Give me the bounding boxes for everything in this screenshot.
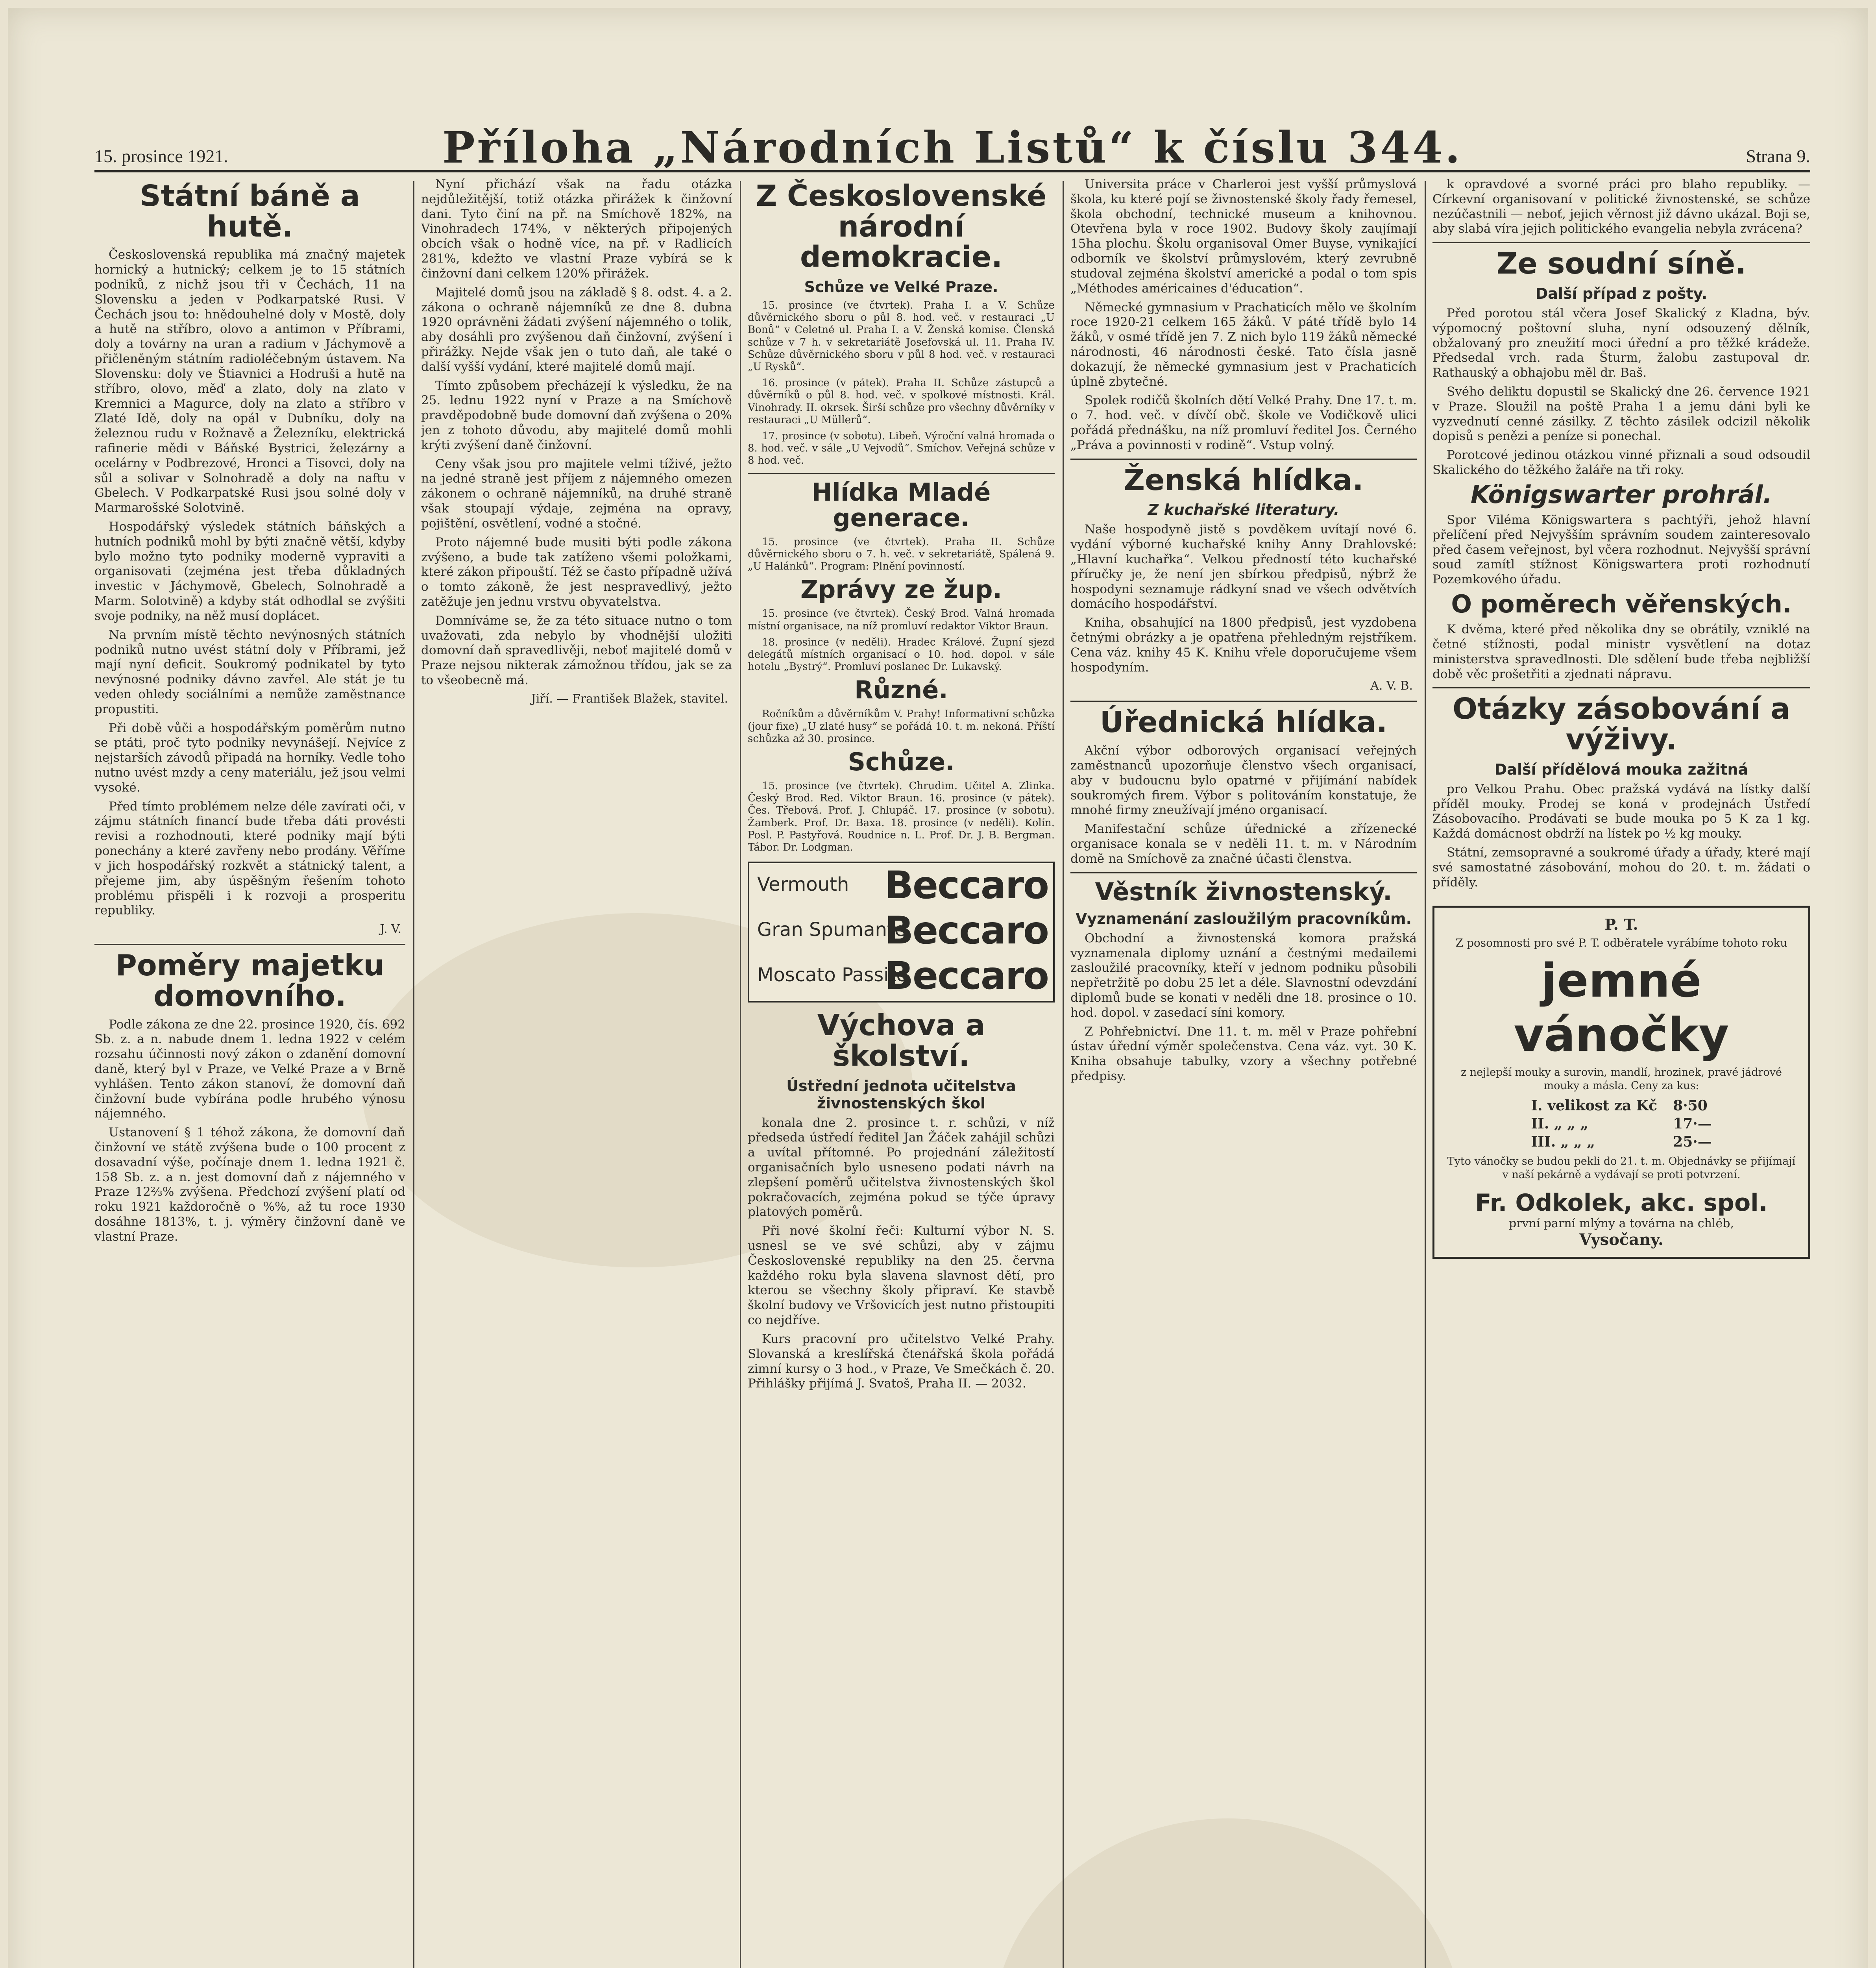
supplement-title: Příloha „Národních Listů“ k číslu 344. xyxy=(442,122,1463,173)
notice-paragraph: 17. prosince (v sobotu). Libeň. Výroční valná hromada o 8. hod. več. v sále „U Vejvodů“. Smíchov. Veřejná schůze v 8 hod. več. xyxy=(748,430,1055,467)
article-paragraph: Porotcové jedinou otázkou vinné přiznali a soud odsoudil Skalického do těžkého žaláře na tři roky. xyxy=(1432,448,1810,477)
ad-company-desc: první parní mlýny a továrna na chléb, xyxy=(1508,1217,1734,1231)
newspaper-page xyxy=(8,8,1868,1968)
section-subtitle: Vyznamenání zasloužilým pracovníkům. xyxy=(1075,910,1412,927)
price-size: III. „ „ „ xyxy=(1531,1133,1595,1150)
section-divider xyxy=(94,944,405,945)
article-title: Poměry majetku domovního. xyxy=(115,949,384,1013)
article-paragraph: Na prvním místě těchto nevýnosných státních podniků nutno uvést státní doly v Příbrami, jež mají nyní deficit. Soukromý podnikatel by tyto nevýnosné podniky dávno zavřel. Ale stát je tu veden ohledy sociálními a nemůže zaměstnance propustiti. xyxy=(94,627,405,716)
section-divider xyxy=(1070,872,1417,873)
column-2 xyxy=(421,177,732,1968)
ad-brand: Beccaro xyxy=(884,863,1048,908)
article-signature: J. V. xyxy=(380,922,401,936)
article-paragraph: Před porotou stál včera Josef Skalický z Kladna, býv. výpomocný poštovní sluha, nyní odsouzený dělník, obžalovaný pro zneužití moci úřední a pro těžké krádeže. Předsedal vrch. rada Šturm, žalobu zastupoval dr. Rathauský a obhajobu měl dr. Baš. xyxy=(1432,306,1810,380)
article-paragraph: Kurs pracovní pro učitelstvo Velké Prahy. Slovanská a kreslířská čtenářská škola pořádá zimní kursy o 3 hod., v Praze, Ve Smečkách č. 20. Přihlášky přijímá J. Svatoš, Praha II. — 2032. xyxy=(748,1332,1055,1391)
notice-paragraph: 18. prosince (v neděli). Hradec Králové. Župní sjezd delegátů místních organisací o 10. hod. dopol. v sále hotelu „Bystrý“. Promluví poslanec Dr. Lukavský. xyxy=(748,636,1055,673)
article-paragraph: Československá republika má značný majetek hornický a hutnický; celkem je to 15 státních podniků, z nichž jsou tři v Čechách, 11 na Slovensku a jeden v Podkarpatské Rusi. V Čechách jsou to: hnědouhelné doly v Mostě, doly a hutě na stříbro, olovo a antimon v Příbrami, doly a továrny na uran a radium v Jáchymově a přičleněným státním radioléčebným ústavem. Na Slovensku: doly ve Štiavnici a Hodruši a hutě na stříbro, olovo, měď a zlato, doly na zlato v Kremnici a Magurce, doly na zlato a stříbro v Zlaté Idě, doly na opál v Dubníku, doly na železnou rudu v Rožnavě a Železníku, elektrická rafinerie mědi v Báňské Bystrici, železárny a ocelárny v Podbrezové, Hronci a Tisovci, doly na sůl a solivar v Solnohradě a doly na naftu v Gbelech. V Podkarpatské Rusi jsou solné doly v Marmarošské Solotvině. xyxy=(94,248,405,515)
price-size: I. velikost za Kč xyxy=(1531,1097,1658,1114)
notice-paragraph: 15. prosince (ve čtvrtek). Český Brod. Valná hromada místní organisace, na níž promluví redaktor Viktor Braun. xyxy=(748,608,1055,632)
section-title: Z Československé národní demokracie. xyxy=(756,179,1047,274)
article-paragraph: Spolek rodičů školních dětí Velké Prahy. Dne 17. t. m. o 7. hod. več. v dívčí obč. škole ve Vodičkově ulici pořádá přednášku, na níž promluví ředitel Jos. Černého „Práva a povinnosti v rodině“. Vstup volný. xyxy=(1070,393,1417,452)
column-3 xyxy=(748,177,1055,1968)
article-paragraph: Universita práce v Charleroi jest vyšší průmyslová škola, ku které pojí se živnostenské školy řady řemesel, škola obchodní, technické museum a knihovnou. Otevřena byla v roce 1902. Budovy školy zaujímají 15ha plochu. Školu organisoval Omer Buyse, vynikající odborník ve školství průmyslovém, který zevrubně studoval zejména školství americké a podal o tom spis „Méthodes américaines d'éducation“. xyxy=(1070,177,1417,296)
column-1 xyxy=(94,177,405,1968)
price-row xyxy=(1523,1115,1720,1133)
section-subtitle: Další případ z pošty. xyxy=(1535,285,1708,302)
notice-paragraph: Ročníkům a důvěrníkům V. Prahy! Informativní schůzka (jour fixe) „U zlaté husy“ se pořádá 10. t. m. nekoná. Příští schůzka až 30. prosince. xyxy=(748,708,1055,745)
article-paragraph: Akční výbor odborových organisací veřejných zaměstnanců upozorňuje členstvo všech organisací, aby v budoucnu bylo opatrné v přijímání nabídek soukromých firem. Výbor s politováním konstatuje, že mnohé firmy zneužívají jméno organisací. xyxy=(1070,744,1417,818)
article-paragraph: Kniha, obsahující na 1800 předpisů, jest vyzdobena četnými obrázky a je opatřena přehledným rejstříkem. Cena váz. knihy 45 K. Knihu vřele doporučujeme všem hospodyním. xyxy=(1070,616,1417,675)
article-paragraph: Státní, zemsopravné a soukromé úřady a úřady, které mají své samostatné zásobování, mohou do 20. t. m. žádati o příděly. xyxy=(1432,845,1810,890)
ad-brand: Beccaro xyxy=(884,954,1048,998)
page-header xyxy=(94,122,1810,173)
ad-headline: jemné vánočky xyxy=(1514,953,1729,1062)
vanocky-advertisement xyxy=(1432,906,1810,1259)
ad-description: z nejlepší mouky a surovin, mandlí, hrozinek, pravé jádrové mouky a másla. Ceny za kus: xyxy=(1461,1066,1782,1092)
section-title: Königswarter prohrál. xyxy=(1470,480,1772,509)
ad-intro: Z posomnosti pro své P. T. odběratele vyrábíme tohoto roku xyxy=(1455,936,1787,950)
article-paragraph: Hospodářský výsledek státních báňských a hutních podniků mohl by býti značně větší, kdyby bylo možno tyto podniky moderně vypraviti a organisovati (zejména jest třeba důkladných investic v Jáchymově, Gbelech, Solnohradě a Marm. Solotvině) a kdyby stát odhodlal se zvýšiti svoje podniky, na něž musí doplácet. xyxy=(94,520,405,623)
section-subtitle: Další přídělová mouka zažitná xyxy=(1494,760,1748,778)
section-title: Schůze. xyxy=(848,747,955,776)
section-divider xyxy=(1432,687,1810,688)
section-title: O poměrech věřenských. xyxy=(1451,590,1792,619)
section-divider xyxy=(1070,701,1417,702)
section-title: Hlídka Mladé generace. xyxy=(811,477,991,532)
ad-note: Tyto vánočky se budou pekli do 21. t. m. Objednávky se přijímají v naší pekárně a vydávají se proti potvrzení. xyxy=(1447,1155,1796,1181)
article-title: Státní báně a hutě. xyxy=(140,179,360,244)
article-paragraph: konala dne 2. prosince t. r. schůzi, v níž předseda ústředí ředitel Jan Žáček zahájil schůzi a uvítal přítomné. Po projednání záležitostí organisačních bylo usneseno podati návrh na zlepšení poměrů učitelstva živnostenských škol pokračovacích, zejména pokud se týče úpravy platových poměrů. xyxy=(748,1115,1055,1219)
price-table xyxy=(1523,1097,1720,1151)
section-subtitle: Ústřední jednota učitelstva živnostenských škol xyxy=(786,1077,1016,1112)
article-paragraph: Ceny však jsou pro majitele velmi tíživé, ježto na jedné straně jest příjem z nájemného omezen zákonem o ochraně nájemníků, na druhé straně však stoupají výdaje, zejména na opravy, pojištění, osvětlení, vodné a stočné. xyxy=(421,457,732,531)
article-paragraph: Proto nájemné bude musiti býti podle zákona zvýšeno, a bude tak zatíženo všemi položkami, které zákon připouští. Též se často případně užívá o tomto zákoně, že jest nespravedlivý, ježto zatěžuje jen jednu vrstvu obyvatelstva. xyxy=(421,535,732,609)
column-divider xyxy=(1425,181,1426,1968)
section-divider xyxy=(1070,459,1417,460)
beccaro-advertisement xyxy=(748,862,1055,1002)
ad-city: Vysočany. xyxy=(1579,1230,1663,1249)
section-divider xyxy=(1432,242,1810,243)
price-value: 8·50 xyxy=(1673,1097,1708,1114)
price-row xyxy=(1523,1097,1720,1115)
price-row xyxy=(1523,1133,1720,1151)
section-title: Zprávy ze žup. xyxy=(800,575,1002,604)
column-4 xyxy=(1070,177,1417,1968)
header-rule xyxy=(94,170,1810,172)
article-paragraph: Manifestační schůze úřednické a zřízenecké organisace konala se v neděli 11. t. m. v Národním domě na Smíchově za značné účasti členstva. xyxy=(1070,822,1417,866)
section-subtitle: Z kuchařské literatury. xyxy=(1148,501,1340,519)
section-divider xyxy=(748,473,1055,474)
article-paragraph: Domníváme se, že za této situace nutno o tom uvažovati, zda nebylo by vhodnější uložiti domovní daň spravedlivěji, neboť majitelé domů v Praze nejsou nikterak zámožnou třídou, jak se za to všeobecně má. xyxy=(421,613,732,687)
section-title: Výchova a školství. xyxy=(817,1008,985,1073)
notice-paragraph: 16. prosince (v pátek). Praha II. Schůze zástupců a důvěrníků o půl 8. hod. več. v spolkové místnosti. Král. Vinohrady. II. okrsek. Širší schůze pro všechny důvěrníky v restauraci „U Müllerů“. xyxy=(748,377,1055,426)
column-5 xyxy=(1432,177,1810,1968)
article-paragraph: Nyní přichází však na řadu otázka nejdůležitější, totiž otázka přirážek k činžovní dani. Tyto činí na př. na Smíchově 182%, na Vinohradech 174%, v některých připojených obcích však o hodně více, na př. v Radlicích 281%, kdežto ve vlastní Praze vybírá se k činžovní dani celkem 120% přirážek. xyxy=(421,177,732,281)
ad-product-label: Moscato Passito xyxy=(757,964,908,986)
ad-company: Fr. Odkolek, akc. spol. xyxy=(1475,1189,1768,1217)
column-divider xyxy=(413,181,414,1968)
price-size: II. „ „ „ xyxy=(1531,1115,1589,1132)
price-value: 17·— xyxy=(1673,1115,1712,1132)
section-title: Otázky zásobování a výživy. xyxy=(1452,692,1791,757)
article-paragraph: Podle zákona ze dne 22. prosince 1920, čís. 692 Sb. z. a n. nabude dnem 1. ledna 1922 v celém rozsahu účinnosti nový zákon o zdanění domovní daně, který byl v Praze, ve Velké Praze a v Brně vyhlášen. Tento zákon stanoví, že domovní daň činžovní bude vybírána podle hrubého výnosu nájemného. xyxy=(94,1017,405,1121)
section-title: Ze soudní síně. xyxy=(1496,247,1747,281)
section-title: Úřednická hlídka. xyxy=(1100,705,1388,740)
notice-paragraph: 15. prosince (ve čtvrtek). Chrudim. Učitel A. Zlinka. Český Brod. Red. Viktor Braun. 16. prosince (v pátek). Čes. Třebová. Prof. J. Chlupáč. 17. prosince (v sobotu). Žamberk. Prof. Dr. Baxa. 18. prosince (v neděli). Kolín. Posl. P. Pastyřová. Roudnice n. L. Prof. Dr. J. B. Bergman. Tábor. Dr. Lodgman. xyxy=(748,780,1055,853)
section-title: Věstník živnostenský. xyxy=(1095,877,1392,906)
article-signature: Jiří. — František Blažek, stavitel. xyxy=(531,692,728,706)
article-paragraph: pro Velkou Prahu. Obec pražská vydává na lístky další příděl mouky. Prodej se koná v prodejnách Ústředí Zásobovacího. Prodávati se bude mouka po 5 K za 1 kg. Každá domácnost obdrží na lístek po ½ kg mouky. xyxy=(1432,782,1810,841)
article-paragraph: Naše hospodyně jistě s povděkem uvítají nové 6. vydání výborné kuchařské knihy Anny Drahlovské: „Hlavní kuchařka“. Velkou předností této kuchařské příručky je, že není jen sbírkou předpisů, nýbrž že hospodyni seznamuje rádkyní snad ve všech odvětvích domácího hospodářství. xyxy=(1070,522,1417,611)
section-subtitle: Schůze ve Velké Praze. xyxy=(804,278,998,296)
article-paragraph: Spor Viléma Königswartera s pachtýři, jehož hlavní přelíčení před Nejvyšším správním soudem zainteresovalo před časem veřejnost, byl včera rozhodnut. Nejvyšší správní soud zamítl stížnost Königswartera proti rozhodnutí Pozemkového úřadu. xyxy=(1432,512,1810,587)
ad-salutation: P. T. xyxy=(1604,916,1638,934)
price-value: 25·— xyxy=(1673,1133,1712,1150)
notice-paragraph: 15. prosince (ve čtvrtek). Praha II. Schůze důvěrnického sboru o 7. h. več. v sekretariátě, Spálená 9. „U Halánků“. Program: Plnění povinností. xyxy=(748,536,1055,573)
ad-product-label: Gran Spumante xyxy=(757,919,906,941)
section-title: Ženská hlídka. xyxy=(1124,463,1364,497)
column-divider xyxy=(1063,181,1064,1968)
article-paragraph: Z Pohřebnictví. Dne 11. t. m. měl v Praze pohřební ústav úřední výměr společenstva. Cena váz. vyt. 30 K. Kniha obsahuje tabulky, vzory a všechny potřebné předpisy. xyxy=(1070,1024,1417,1084)
article-paragraph: Při době vůči a hospodářským poměrům nutno se ptáti, proč tyto podniky nevynášejí. Nejvíce z nejstarších závodů připadá na horníky. Vedle toho nutno uvést mzdy a ceny materiálu, jež jsou velmi vysoké. xyxy=(94,721,405,795)
article-paragraph: Před tímto problémem nelze déle zavírati oči, v zájmu státních financí bude třeba dáti provésti revisi a rozhodnouti, které podniky mají býti ponechány a které zavřeny nebo prodány. Věříme v jich hospodářský rozkvět a státnický talent, a přejeme jim, aby úspěšným řešením tohoto problému přispěli i k rozvoji a prosperitu republiky. xyxy=(94,799,405,918)
article-paragraph: Majitelé domů jsou na základě § 8. odst. 4. a 2. zákona o ochraně nájemníků ze dne 8. dubna 1920 oprávněni žádati zvýšení nájemného o tolik, aby dosáhli pro zvýšenou daň činžovní, zvýšení i přirážky. Nejde však jen o tuto daň, ale také o další vyšší vydání, které majitelé domů mají. xyxy=(421,285,732,374)
article-paragraph: Tímto způsobem přecházejí k výsledku, že na 25. lednu 1922 nyní v Praze a na Smíchově pravděpodobně bude domovní daň zvýšena o 20% jen z tohoto důvodu, aby majitelé domů mohli krýti zvýšení daně činžovní. xyxy=(421,378,732,452)
article-paragraph: Svého deliktu dopustil se Skalický dne 26. července 1921 v Praze. Sloužil na poště Praha 1 a jemu dáni byli ke vyzvednutí cenné zásilky. Z těchto zásilek odcizil několik dopisů s penězi a peníze si ponechal. xyxy=(1432,385,1810,444)
article-paragraph: k opravdové a svorné práci pro blaho republiky. — Církevní organisovaní v politické živnostenské, se schůze nezúčastnili — neboť, jejich věrnost již dávno ukázal. Boji se, aby slabá víra jejich politického evangelia nebyla zvrácena? xyxy=(1432,177,1810,236)
section-title: Různé. xyxy=(854,675,948,705)
article-paragraph: Obchodní a živnostenská komora pražská vyznamenala diplomy uznání a čestnými medailemi zasloužilé pracovníky, kteří v jednom podniku působili nepřetržitě po dobu 25 let a déle. Slavnostní odevzdání diplomů bude se konati v neděli dne 18. prosince o 10. hod. dopol. v zasedací síni komory. xyxy=(1070,931,1417,1020)
article-paragraph: Při nové školní řeči: Kulturní výbor N. S. usnesl se ve své schůzi, aby v zájmu Československé republiky na den 25. června každého roku byla slavena slavnost dětí, pro kterou se všechny školy připraví. Ke stavbě školní budovy ve Vršovicích jest nutno přistoupiti co nejdříve. xyxy=(748,1224,1055,1328)
notice-paragraph: 15. prosince (ve čtvrtek). Praha I. a V. Schůze důvěrnického sboru o půl 8. hod. več. v restauraci „U Bonů“ v Celetné ul. Praha I. a V. Ženská komise. Členská schůze v 7 h. v sekretariátě Josefovská ul. 11. Praha IV. Schůze důvěrnického sboru v půl 8 hod. več. v restauraci „U Rysků“. xyxy=(748,300,1055,373)
issue-date: 15. prosince 1921. xyxy=(94,146,228,166)
column-divider xyxy=(740,181,741,1968)
article-paragraph: Ustanovení § 1 téhož zákona, že domovní daň činžovní ve státě zvýšena bude o 100 procent z dosavadní výše, počínaje dnem 1. ledna 1921 č. 158 Sb. z. a n. jest domovní daň z nájemného v Praze 12⅔% zvýšena. Předchozí zvýšení platí od roku 1921 každoročně o %%, až tu roce 1930 dosáhne 1813%, t. j. výměry činžovní daně ve vlastní Praze. xyxy=(94,1125,405,1244)
ad-brand: Beccaro xyxy=(884,908,1048,953)
article-signature: A. V. B. xyxy=(1370,679,1413,693)
page-number: Strana 9. xyxy=(1746,146,1810,166)
article-paragraph: K dvěma, které před několika dny se obrátily, vzniklé na četné stížnosti, podal ministr vysvětlení na dotaz ministerstva spravedlnosti. Dle sdělení bude třeba nejbližší době věc prošetřiti a zjednati nápravu. xyxy=(1432,622,1810,681)
ad-product-label: Vermouth xyxy=(757,873,849,896)
article-paragraph: Německé gymnasium v Prachaticích mělo ve školním roce 1920-21 celkem 165 žáků. V páté třídě bylo 14 žáků, v osmé třídě jen 7. Z nich bylo 119 žáků německé národnosti, 46 národnosti české. Tato čísla jasně dokazují, že německé gymnasium jest v Prachaticích úplně zbytečné. xyxy=(1070,300,1417,389)
